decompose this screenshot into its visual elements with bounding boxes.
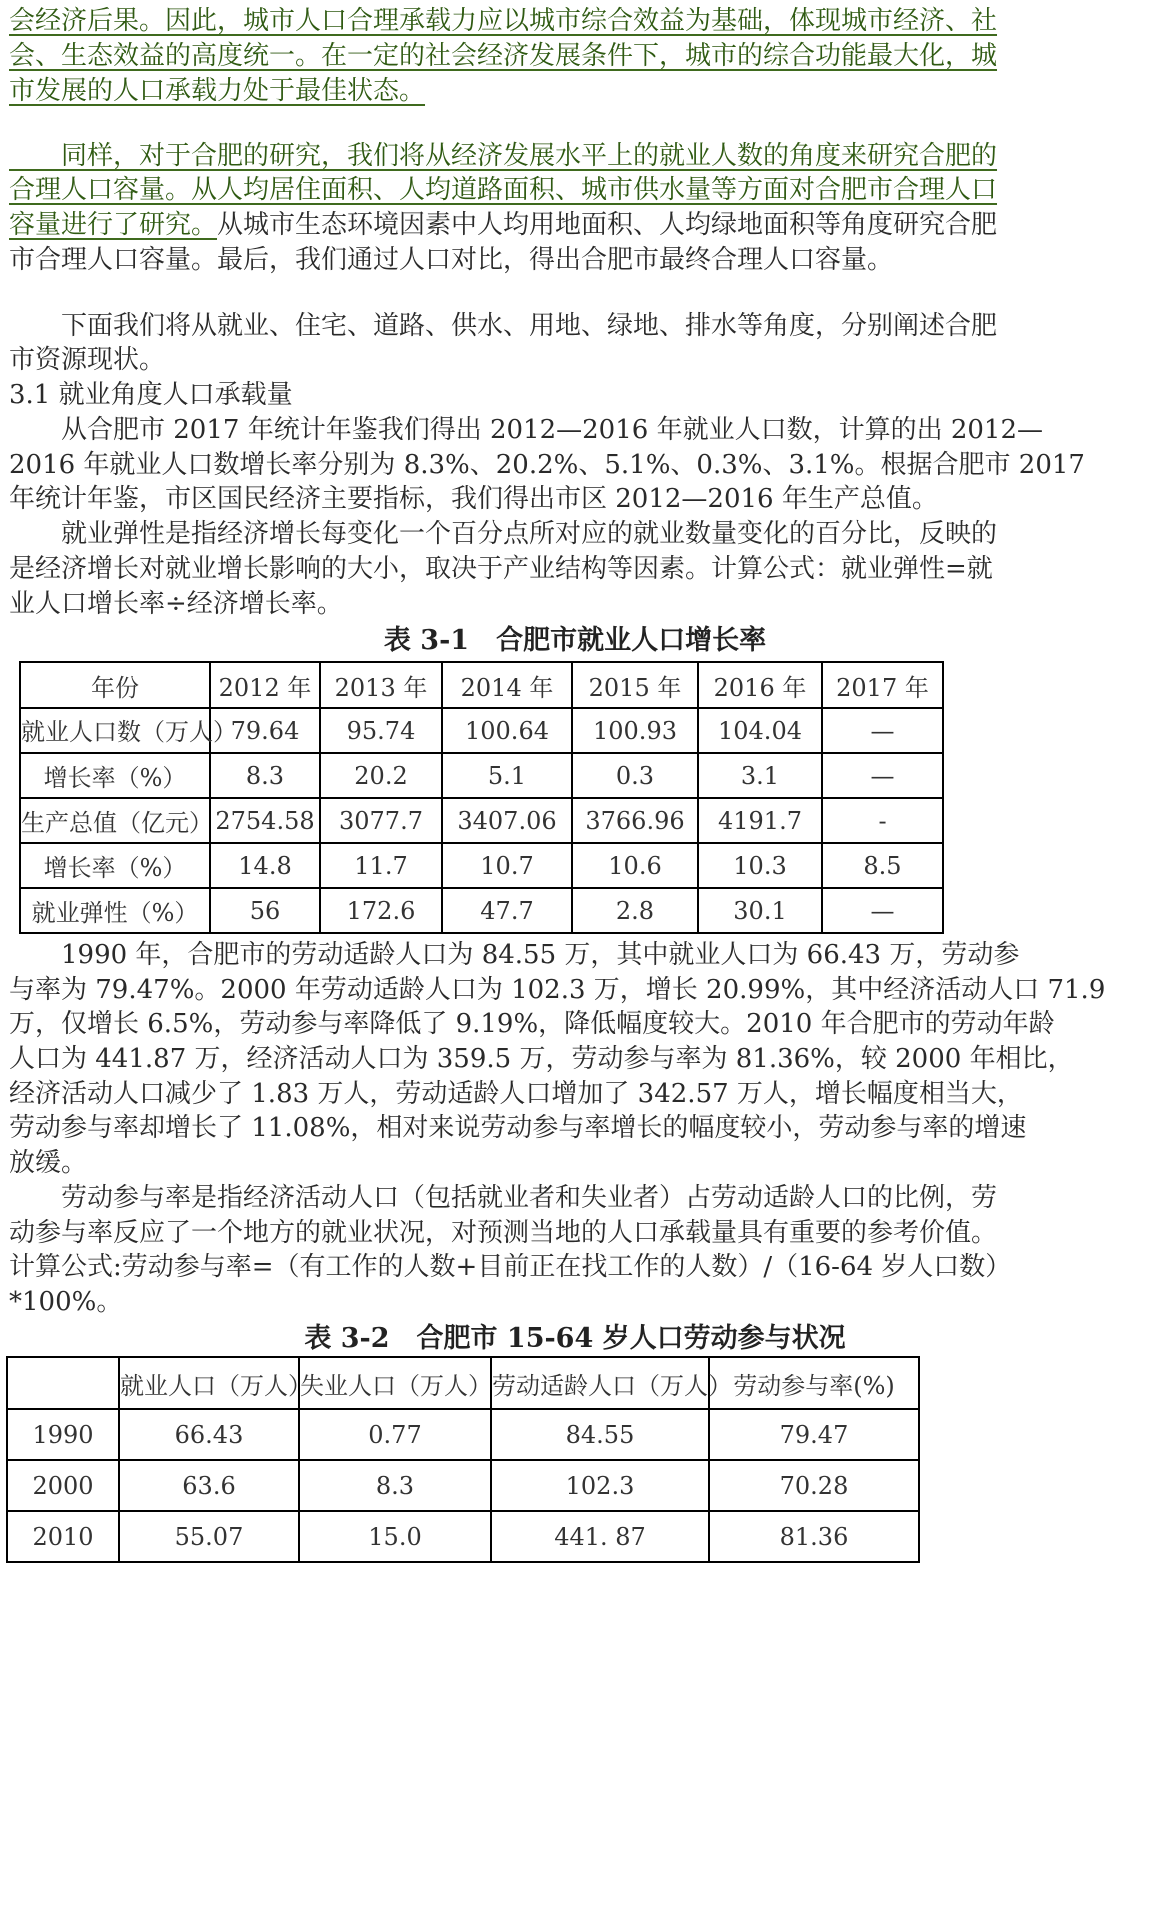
table-cell: 2.8 — [572, 888, 698, 933]
paragraph-line: 年统计年鉴，市区国民经济主要指标，我们得出市区 2012—2016 年生产总值。 — [9, 484, 938, 514]
table-cell: 3077.7 — [320, 798, 442, 843]
table-cell: 增长率（%） — [20, 753, 210, 798]
table-cell: 11.7 — [320, 843, 442, 888]
table-cell: 8.5 — [822, 843, 943, 888]
table-cell: 8.3 — [299, 1460, 491, 1511]
paragraph-line: 市合理人口容量。最后，我们通过人口对比，得出合肥市最终合理人口容量。 — [9, 245, 894, 275]
table-cell: 102.3 — [491, 1460, 709, 1511]
table-cell: - — [822, 798, 943, 843]
table-cell: 70.28 — [709, 1460, 919, 1511]
table-header-cell — [491, 1357, 732, 1409]
clipped-label: 就业人口（万人） — [120, 1372, 312, 1400]
paragraph-line: 会、生态效益的高度统一。在一定的社会经济发展条件下，城市的综合功能最大化，城 — [9, 41, 998, 71]
employment-growth-table — [19, 661, 944, 934]
table-cell: 10.7 — [442, 843, 572, 888]
table-row — [7, 1409, 919, 1460]
table-cell: 14.8 — [210, 843, 320, 888]
table-header-row — [20, 662, 943, 708]
table-cell: 增长率（%） — [20, 843, 210, 888]
paragraph-line: 业人口增长率÷经济增长率。 — [9, 589, 343, 619]
table-cell: 81.36 — [709, 1511, 919, 1562]
table-cell: 66.43 — [119, 1409, 299, 1460]
table-row — [20, 888, 943, 933]
table-row — [7, 1460, 919, 1511]
table-cell: 8.3 — [210, 753, 320, 798]
underlined-span: 容量进行了研究。 — [9, 210, 218, 240]
table-cell: 55.07 — [119, 1511, 299, 1562]
section-heading: 3.1 就业角度人口承载量 — [9, 380, 293, 410]
table-header-row — [7, 1357, 919, 1409]
table-cell: 0.77 — [299, 1409, 491, 1460]
paragraph-line: *100%。 — [9, 1287, 123, 1317]
table-cell: 2000 — [7, 1460, 119, 1511]
table-cell: 5.1 — [442, 753, 572, 798]
table-header-cell: 年份 — [20, 662, 210, 708]
paragraph-line: 动参与率反应了一个地方的就业状况，对预测当地的人口承载量具有重要的参考价值。 — [9, 1218, 998, 1248]
table-cell: 100.64 — [442, 708, 572, 753]
paragraph-line: 劳动参与率是指经济活动人口（包括就业者和失业者）占劳动适龄人口的比例，劳 — [9, 1183, 998, 1213]
paragraph-line: 计算公式:劳动参与率=（有工作的人数+目前正在找工作的人数）/（16-64 岁人口数） — [9, 1252, 1012, 1282]
table-cell: 56 — [210, 888, 320, 933]
table-cell: 100.93 — [572, 708, 698, 753]
paragraph-line: 放缓。 — [9, 1148, 88, 1178]
table-header-cell: 2016 年 — [698, 662, 822, 708]
table-cell: 104.04 — [698, 708, 822, 753]
table-cell: 生产总值（亿元） — [20, 798, 210, 843]
table-header-cell: 2015 年 — [572, 662, 698, 708]
paragraph-line: 合理人口容量。从人均居住面积、人均道路面积、城市供水量等方面对合肥市合理人口 — [9, 175, 998, 205]
clipped-label: 劳动参与率(%) — [733, 1372, 895, 1400]
paragraph-line: 是经济增长对就业增长影响的大小，取决于产业结构等因素。计算公式：就业弹性=就 — [9, 554, 993, 584]
table-cell: 15.0 — [299, 1511, 491, 1562]
paragraph-line: 就业弹性是指经济增长每变化一个百分点所对应的就业数量变化的百分比，反映的 — [9, 519, 998, 549]
table-header-cell: 2013 年 — [320, 662, 442, 708]
table-cell: 20.2 — [320, 753, 442, 798]
table-header-cell — [119, 1357, 312, 1409]
table-cell: 10.6 — [572, 843, 698, 888]
paragraph-line: 会经济后果。因此，城市人口合理承载力应以城市综合效益为基础，体现城市经济、社 — [9, 6, 998, 36]
table-cell: 3766.96 — [572, 798, 698, 843]
table-cell: 79.64 — [210, 708, 320, 753]
table-cell: 10.3 — [698, 843, 822, 888]
paragraph-line — [9, 208, 1141, 242]
paragraph-line: 与率为 79.47%。2000 年劳动适龄人口为 102.3 万，增长 20.99%，其中经济活动人口 71.9 — [9, 975, 1106, 1005]
paragraph-line: 2016 年就业人口数增长率分别为 8.3%、20.2%、5.1%、0.3%、3.1%。根据合肥市 2017 — [9, 450, 1085, 480]
table-header-cell: 2014 年 — [442, 662, 572, 708]
table-caption: 表 3-2 合肥市 15-64 岁人口劳动参与状况 — [304, 1323, 846, 1354]
table-header-cell — [299, 1357, 491, 1409]
table-cell: 441. 87 — [491, 1511, 709, 1562]
paragraph-line: 人口为 441.87 万，经济活动人口为 359.5 万，劳动参与率为 81.36%，较 2000 年相比， — [9, 1044, 1074, 1074]
table-row — [7, 1511, 919, 1562]
table-cell: 3407.06 — [442, 798, 572, 843]
paragraph-line: 1990 年，合肥市的劳动适龄人口为 84.55 万，其中就业人口为 66.43 万，劳动参 — [9, 940, 1020, 970]
table-cell: 0.3 — [572, 753, 698, 798]
table-header-cell — [7, 1357, 119, 1409]
paragraph-line: 市发展的人口承载力处于最佳状态。 — [9, 76, 426, 106]
table-cell: 95.74 — [320, 708, 442, 753]
table-cell: 63.6 — [119, 1460, 299, 1511]
paragraph-line: 经济活动人口减少了 1.83 万人，劳动适龄人口增加了 342.57 万人，增长幅度相当大， — [9, 1079, 1023, 1109]
paragraph-line: 劳动参与率却增长了 11.08%，相对来说劳动参与率增长的幅度较小，劳动参与率的增速 — [9, 1113, 1027, 1143]
table-header-cell: 2012 年 — [210, 662, 320, 708]
clipped-label: 就业人口数（万人） — [21, 717, 237, 746]
paragraph-line: 下面我们将从就业、住宅、道路、供水、用地、绿地、排水等角度，分别阐述合肥 — [9, 311, 998, 341]
table-header-cell — [709, 1357, 919, 1409]
table-cell: 就业弹性（%） — [20, 888, 210, 933]
table-cell: 2754.58 — [210, 798, 320, 843]
paragraph-line: 从合肥市 2017 年统计年鉴我们得出 2012—2016 年就业人口数，计算的出 2012— — [9, 415, 1043, 445]
table-row — [20, 798, 943, 843]
table-cell: 1990 — [7, 1409, 119, 1460]
table-cell: 79.47 — [709, 1409, 919, 1460]
paragraph-line: 万，仅增长 6.5%，劳动参与率降低了 9.19%，降低幅度较大。2010 年合肥市的劳动年龄 — [9, 1009, 1055, 1039]
table-caption: 表 3-1 合肥市就业人口增长率 — [383, 625, 767, 656]
clipped-label: 劳动适龄人口（万人） — [492, 1372, 732, 1400]
table-cell — [20, 708, 237, 753]
table-cell: 4191.7 — [698, 798, 822, 843]
paragraph-line: 市资源现状。 — [9, 345, 166, 375]
table-cell: 172.6 — [320, 888, 442, 933]
table-cell: 84.55 — [491, 1409, 709, 1460]
table-cell: 2010 — [7, 1511, 119, 1562]
table-cell: — — [822, 708, 943, 753]
labor-participation-table — [6, 1356, 920, 1563]
plain-span: 从城市生态环境因素中人均用地面积、人均绿地面积等角度研究合肥 — [217, 210, 998, 240]
paragraph-line: 同样，对于合肥的研究，我们将从经济发展水平上的就业人数的角度来研究合肥的 — [9, 141, 998, 171]
table-cell: — — [822, 888, 943, 933]
table-row — [20, 843, 943, 888]
table-cell: 47.7 — [442, 888, 572, 933]
clipped-label: 失业人口（万人） — [300, 1372, 492, 1400]
table-cell: — — [822, 753, 943, 798]
table-cell: 30.1 — [698, 888, 822, 933]
table-row — [20, 708, 943, 753]
table-header-cell: 2017 年 — [822, 662, 943, 708]
table-row — [20, 753, 943, 798]
table-cell: 3.1 — [698, 753, 822, 798]
